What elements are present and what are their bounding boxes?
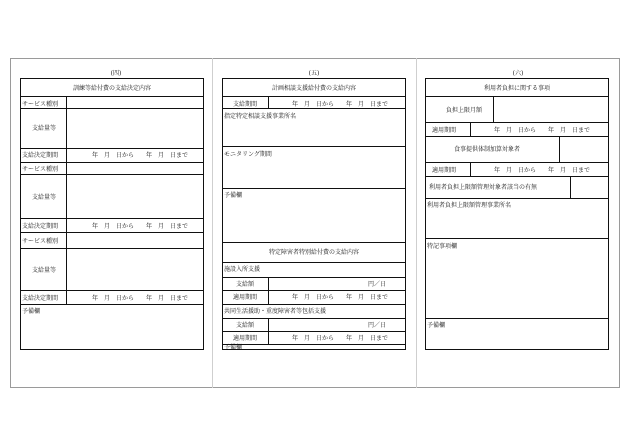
amount-label-2: 支給量等 [32,194,57,201]
meal-period-text: 年 月 日から 年 月 日まで [494,167,591,174]
facility-amount-label: 支給額 [236,281,255,288]
group-home-amount-label: 支給額 [236,322,255,329]
panel-4-number: (四) [110,70,122,77]
period-label-3: 支給決定期間 [22,295,59,302]
panel-6-title: 利用者負担に関する事項 [483,85,550,92]
amount-label-3: 支給量等 [32,267,57,274]
panel-5-title: 計画相談支援給付費の支給内容 [271,85,356,92]
period-text-3: 年 月 日から 年 月 日まで [92,295,189,302]
service-type-label-2: サービス種別 [22,166,59,173]
cap-mgmt-office-label: 利用者負担上限額管理事業所名 [427,202,512,209]
period-text-2: 年 月 日から 年 月 日まで [92,223,189,230]
panel-5-period-label: 支給期間 [233,101,258,108]
group-home-period-text: 年 月 日から 年 月 日まで [292,335,389,342]
panel-5-number: (五) [308,70,320,77]
group-home-period-label: 適用期間 [233,335,258,342]
service-type-label-3: サービス種別 [22,238,59,245]
facility-amount-unit: 円／日 [368,281,387,288]
group-home-label: 共同生活援助・重度障害者等包括支援 [224,308,327,315]
fold-line-1 [212,58,213,388]
meal-label: 食事提供体制加算対象者 [454,146,521,153]
special-benefit-title: 特定障害者特別給付費の支給内容 [268,249,359,256]
period-label-2: 支給決定期間 [22,223,59,230]
cap-mgmt-label: 利用者負担上限額管理対象者該当の有無 [429,184,538,191]
panel-6-number: (六) [512,70,524,77]
period-text-1: 年 月 日から 年 月 日まで [92,152,189,159]
period-label-1: 支給決定期間 [22,152,59,159]
facility-period-text: 年 月 日から 年 月 日まで [292,294,389,301]
service-type-label-1: サービス種別 [22,101,59,108]
panel-4-table [20,78,204,350]
meal-period-label: 適用期間 [432,167,457,174]
panel-6-notes: 予備欄 [427,322,446,329]
cap-period-label: 適用期間 [432,127,457,134]
panel-5-notes: 予備欄 [224,192,243,199]
cap-period-text: 年 月 日から 年 月 日まで [494,127,591,134]
cap-label: 負担上限月額 [446,107,483,114]
panel-4-notes: 予備欄 [22,308,41,315]
fold-line-2 [416,58,417,388]
panel-5-period-text: 年 月 日から 年 月 日まで [292,101,389,108]
panel-6-table [425,78,609,350]
special-notes-label: 特記事項欄 [427,243,458,250]
provider-label: 指定特定相談支援事業所名 [224,113,297,120]
facility-label: 施設入所支援 [224,266,261,273]
panel-5-notes-2: 予備欄 [224,344,243,351]
amount-label-1: 支給量等 [32,125,57,132]
panel-4-title: 訓練等給付費の支給決定内容 [72,85,151,92]
group-home-amount-unit: 円／日 [368,322,387,329]
facility-period-label: 適用期間 [233,294,258,301]
monitoring-label: モニタリング期間 [224,151,272,158]
